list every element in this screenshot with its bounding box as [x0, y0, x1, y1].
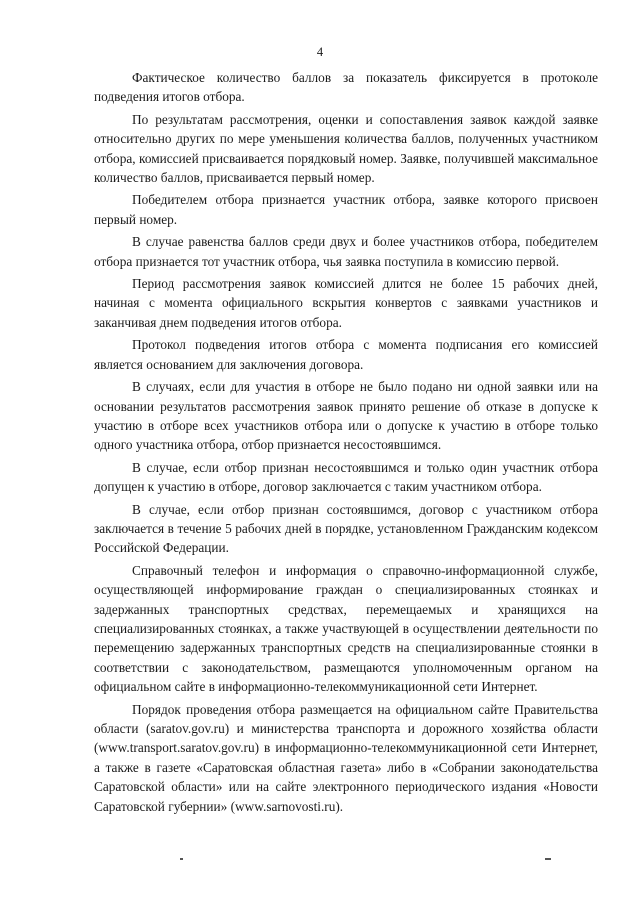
document-body: [94, 68, 598, 819]
scan-speck: [180, 858, 183, 860]
paragraph-winner: Победителем отбора признается участник отбора, заявке которого присвоен первый номер.: [94, 192, 598, 227]
paragraph-review-period: Период рассмотрения заявок комиссией длится не более 15 рабочих дней, начиная с момента официального вскрытия конвертов с заявками участников и заканчивая днем подведения итогов отбора.: [94, 276, 598, 330]
paragraph-info-service: Справочный телефон и информация о справочно-информационной службе, осуществляющей информирование граждан о специализированных стоянках и задержанных транспортных средствах, перемещаемых и хранящихся на специализированных стоянках, а также участвующей в осуществлении деятельности по перемещению задержанных транспортных средств на специализированные стоянки в соответствии с законодательством, размещаются уполномоченным органом на официальном сайте в информационно-телекоммуникационной сети Интернет.: [94, 562, 598, 695]
paragraph-ranking: По результатам рассмотрения, оценки и сопоставления заявок каждой заявке относительно других по мере уменьшения количества баллов, полученных участником отбора, комиссией присваивается порядковый номер. Заявке, получившей максимальное количество баллов, присваивается первый номер.: [94, 111, 598, 186]
page-number: 4: [316, 45, 324, 59]
paragraph-single-participant: В случае, если отбор признан несостоявшимся и только один участник отбора допущен к участию в отборе, договор заключается с таким участником отбора.: [94, 459, 598, 495]
paragraph-protocol: Протокол подведения итогов отбора с момента подписания его комиссией является основанием для заключения договора.: [94, 337, 598, 372]
paragraph-tie: В случае равенства баллов среди двух и более участников отбора, победителем отбора признается тот участник отбора, чья заявка поступила в комиссию первой.: [94, 234, 598, 269]
paragraph-publication: Порядок проведения отбора размещается на официальном сайте Правительства области (saratov.gov.ru) и министерства транспорта и дорожного хозяйства области (www.transport.saratov.gov.ru) в информационно-телекоммуникационной сети Интернет, а также в газете «Саратовская областная газета» либо в «Собрании законодательства Саратовской области» или на сайте электронного периодического издания «Новости Саратовской губернии» (www.sarnovosti.ru).: [94, 701, 598, 814]
paragraph-score-recording: Фактическое количество баллов за показатель фиксируется в протоколе подведения итогов отбора.: [94, 70, 598, 105]
scan-speck: [545, 858, 551, 860]
paragraph-contract: В случае, если отбор признан состоявшимся, договор с участником отбора заключается в течение 5 рабочих дней в порядке, установленном Гражданским кодексом Российской Федерации.: [94, 501, 598, 556]
paragraph-failed-selection: В случаях, если для участия в отборе не было подано ни одной заявки или на основании результатов рассмотрения заявок принято решение об отказе в допуске к участию в отборе всех участников отбора или о допуске к участию в отборе только одного участника отбора, отбор признается несостоявшимся.: [94, 379, 598, 453]
